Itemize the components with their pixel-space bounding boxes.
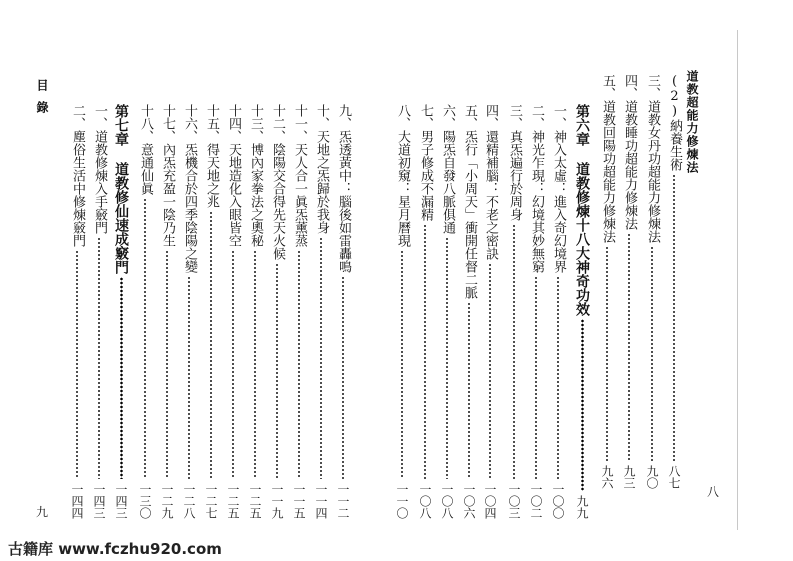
entry-title: 四、還精補腦：不老之密訣 bbox=[483, 104, 498, 260]
entry-page-number: 一一〇 bbox=[395, 483, 409, 519]
chapter-entry bbox=[111, 104, 131, 519]
entry-title: 二、神光乍現：幻境其妙無窮 bbox=[529, 104, 544, 273]
entry-page-number: 一〇三 bbox=[507, 483, 521, 519]
toc-entry bbox=[135, 104, 155, 519]
leader-dots bbox=[513, 224, 515, 479]
entry-page-number: 一二五 bbox=[248, 483, 262, 519]
entry-page-number: 一二五 bbox=[226, 483, 240, 519]
entry-title: 二、塵俗生活中修煉竅門 bbox=[70, 104, 85, 247]
entry-title: 十五、得天地之兆 bbox=[204, 104, 219, 208]
entry-title: 十一、天人合一眞炁薰蒸 bbox=[292, 104, 307, 247]
leader-dots bbox=[606, 246, 608, 461]
chapter-entry bbox=[572, 104, 592, 519]
leader-dots bbox=[424, 224, 426, 479]
entry-page-number: 一二八 bbox=[182, 483, 196, 519]
toc-entry bbox=[267, 104, 287, 519]
toc-entry bbox=[504, 104, 524, 519]
toc-entry bbox=[642, 74, 662, 489]
toc-entry bbox=[437, 104, 457, 519]
entry-title: 九、炁透黃中：腦後如雷轟鳴 bbox=[336, 104, 351, 273]
entry-title: 十七、內炁充盈一陰乃生 bbox=[160, 104, 175, 247]
page-divider bbox=[737, 30, 738, 530]
entry-title: 三、道教女丹功超能力修煉法 bbox=[645, 74, 660, 243]
leader-dots bbox=[188, 276, 190, 479]
toc-entry bbox=[664, 74, 684, 489]
entry-title: 十二、陰陽交合得先天火候 bbox=[270, 104, 285, 260]
entry-title: 五、炁行「小周天」衝開任督二脈 bbox=[462, 104, 477, 299]
entry-page-number: 九三 bbox=[622, 465, 636, 489]
chapter-title: 第六章 道教修煉十八大神奇功效 bbox=[574, 104, 590, 316]
entry-page-number: 九九 bbox=[575, 495, 589, 519]
entry-page-number: 一四三 bbox=[92, 483, 106, 519]
entry-page-number: 一四四 bbox=[70, 483, 84, 519]
toc-entry bbox=[179, 104, 199, 519]
entry-title: 十六、炁機合於四季陰陽之變 bbox=[182, 104, 197, 273]
entry-title: 八、大道初窺：星月曆現 bbox=[395, 104, 410, 247]
entry-page-number: 一三〇 bbox=[138, 483, 152, 519]
entry-page-number: 一〇八 bbox=[418, 483, 432, 519]
entry-page-number: 一〇六 bbox=[462, 483, 476, 519]
chapter-title: 第七章 道教修仙速成竅門 bbox=[113, 104, 129, 274]
entry-page-number: 一二七 bbox=[204, 483, 218, 519]
toc-entry bbox=[67, 104, 87, 519]
entry-page-number: 八七 bbox=[667, 465, 681, 489]
entry-title: 十三、博內家拳法之奧秘 bbox=[248, 104, 263, 247]
entry-page-number: 一一五 bbox=[292, 483, 306, 519]
toc-entry bbox=[619, 74, 639, 489]
toc-entry bbox=[392, 104, 412, 519]
leader-dots bbox=[651, 246, 653, 461]
entry-page-number: 一四三 bbox=[114, 483, 128, 519]
toc-entry bbox=[548, 104, 568, 519]
entry-title: 六、陽炁自發八脈俱通 bbox=[440, 104, 455, 234]
entry-title: 十、天地之炁歸於我身 bbox=[314, 104, 329, 234]
toc-entry bbox=[245, 104, 265, 519]
toc-entry bbox=[223, 104, 243, 519]
leader-dots bbox=[557, 276, 559, 479]
entry-title: 一、神入太虛：進入奇幻境界 bbox=[551, 104, 566, 273]
page-number-right: 八 bbox=[707, 485, 720, 499]
entry-title: 三、真炁遍行於周身 bbox=[507, 104, 522, 221]
leader-dots bbox=[628, 233, 630, 461]
leader-dots bbox=[581, 319, 584, 491]
toc-entry bbox=[201, 104, 221, 519]
page-number-left: 九 bbox=[36, 505, 49, 519]
leader-dots bbox=[489, 263, 491, 479]
leader-dots bbox=[232, 250, 234, 479]
toc-entry bbox=[459, 104, 479, 519]
entry-page-number: 一〇八 bbox=[440, 483, 454, 519]
leader-dots bbox=[342, 276, 344, 479]
entry-page-number: 一一二 bbox=[336, 483, 350, 519]
leader-dots bbox=[144, 198, 146, 479]
leader-dots bbox=[210, 211, 212, 479]
watermark: 古籍库 www.fczhu920.com bbox=[8, 540, 222, 558]
leader-dots bbox=[535, 276, 537, 479]
entry-page-number: 一一九 bbox=[270, 483, 284, 519]
leader-dots bbox=[401, 250, 403, 479]
toc-entry bbox=[415, 104, 435, 519]
leader-dots bbox=[673, 174, 675, 461]
toc-entry bbox=[333, 104, 353, 519]
toc-entry bbox=[597, 74, 617, 489]
toc-entry bbox=[289, 104, 309, 519]
leader-dots bbox=[298, 250, 300, 479]
entry-page-number: 一〇〇 bbox=[551, 483, 565, 519]
entry-title: 十四、天地造化入眼皆空 bbox=[226, 104, 241, 247]
entry-title: 一、道教修煉入手竅門 bbox=[92, 104, 107, 234]
entry-page-number: 一一四 bbox=[314, 483, 328, 519]
entry-title: 七、男子修成不漏精 bbox=[418, 104, 433, 221]
leader-dots bbox=[120, 277, 123, 479]
toc-entry bbox=[157, 104, 177, 519]
entry-title: 四、道教睡功超能力修煉法 bbox=[622, 74, 637, 230]
toc-side-label: 目錄 bbox=[35, 79, 49, 123]
leader-dots bbox=[254, 250, 256, 479]
book-title: 道教超能力修煉法 bbox=[685, 70, 699, 174]
entry-page-number: 九六 bbox=[600, 465, 614, 489]
leader-dots bbox=[468, 302, 470, 479]
leader-dots bbox=[276, 263, 278, 479]
leader-dots bbox=[98, 237, 100, 479]
entry-title: 十八、意通仙眞 bbox=[138, 104, 153, 195]
entry-page-number: 一〇四 bbox=[483, 483, 497, 519]
toc-entry bbox=[89, 104, 109, 519]
entry-title: 五、道教回陽功超能力修煉法 bbox=[600, 74, 615, 243]
toc-entry bbox=[311, 104, 331, 519]
toc-entry bbox=[480, 104, 500, 519]
leader-dots bbox=[320, 237, 322, 479]
leader-dots bbox=[76, 250, 78, 479]
entry-page-number: 九〇 bbox=[645, 465, 659, 489]
entry-title: (2)納養生術 bbox=[667, 74, 682, 171]
entry-page-number: 一〇二 bbox=[529, 483, 543, 519]
toc-entry bbox=[526, 104, 546, 519]
entry-page-number: 一二九 bbox=[160, 483, 174, 519]
leader-dots bbox=[166, 250, 168, 479]
leader-dots bbox=[446, 237, 448, 479]
